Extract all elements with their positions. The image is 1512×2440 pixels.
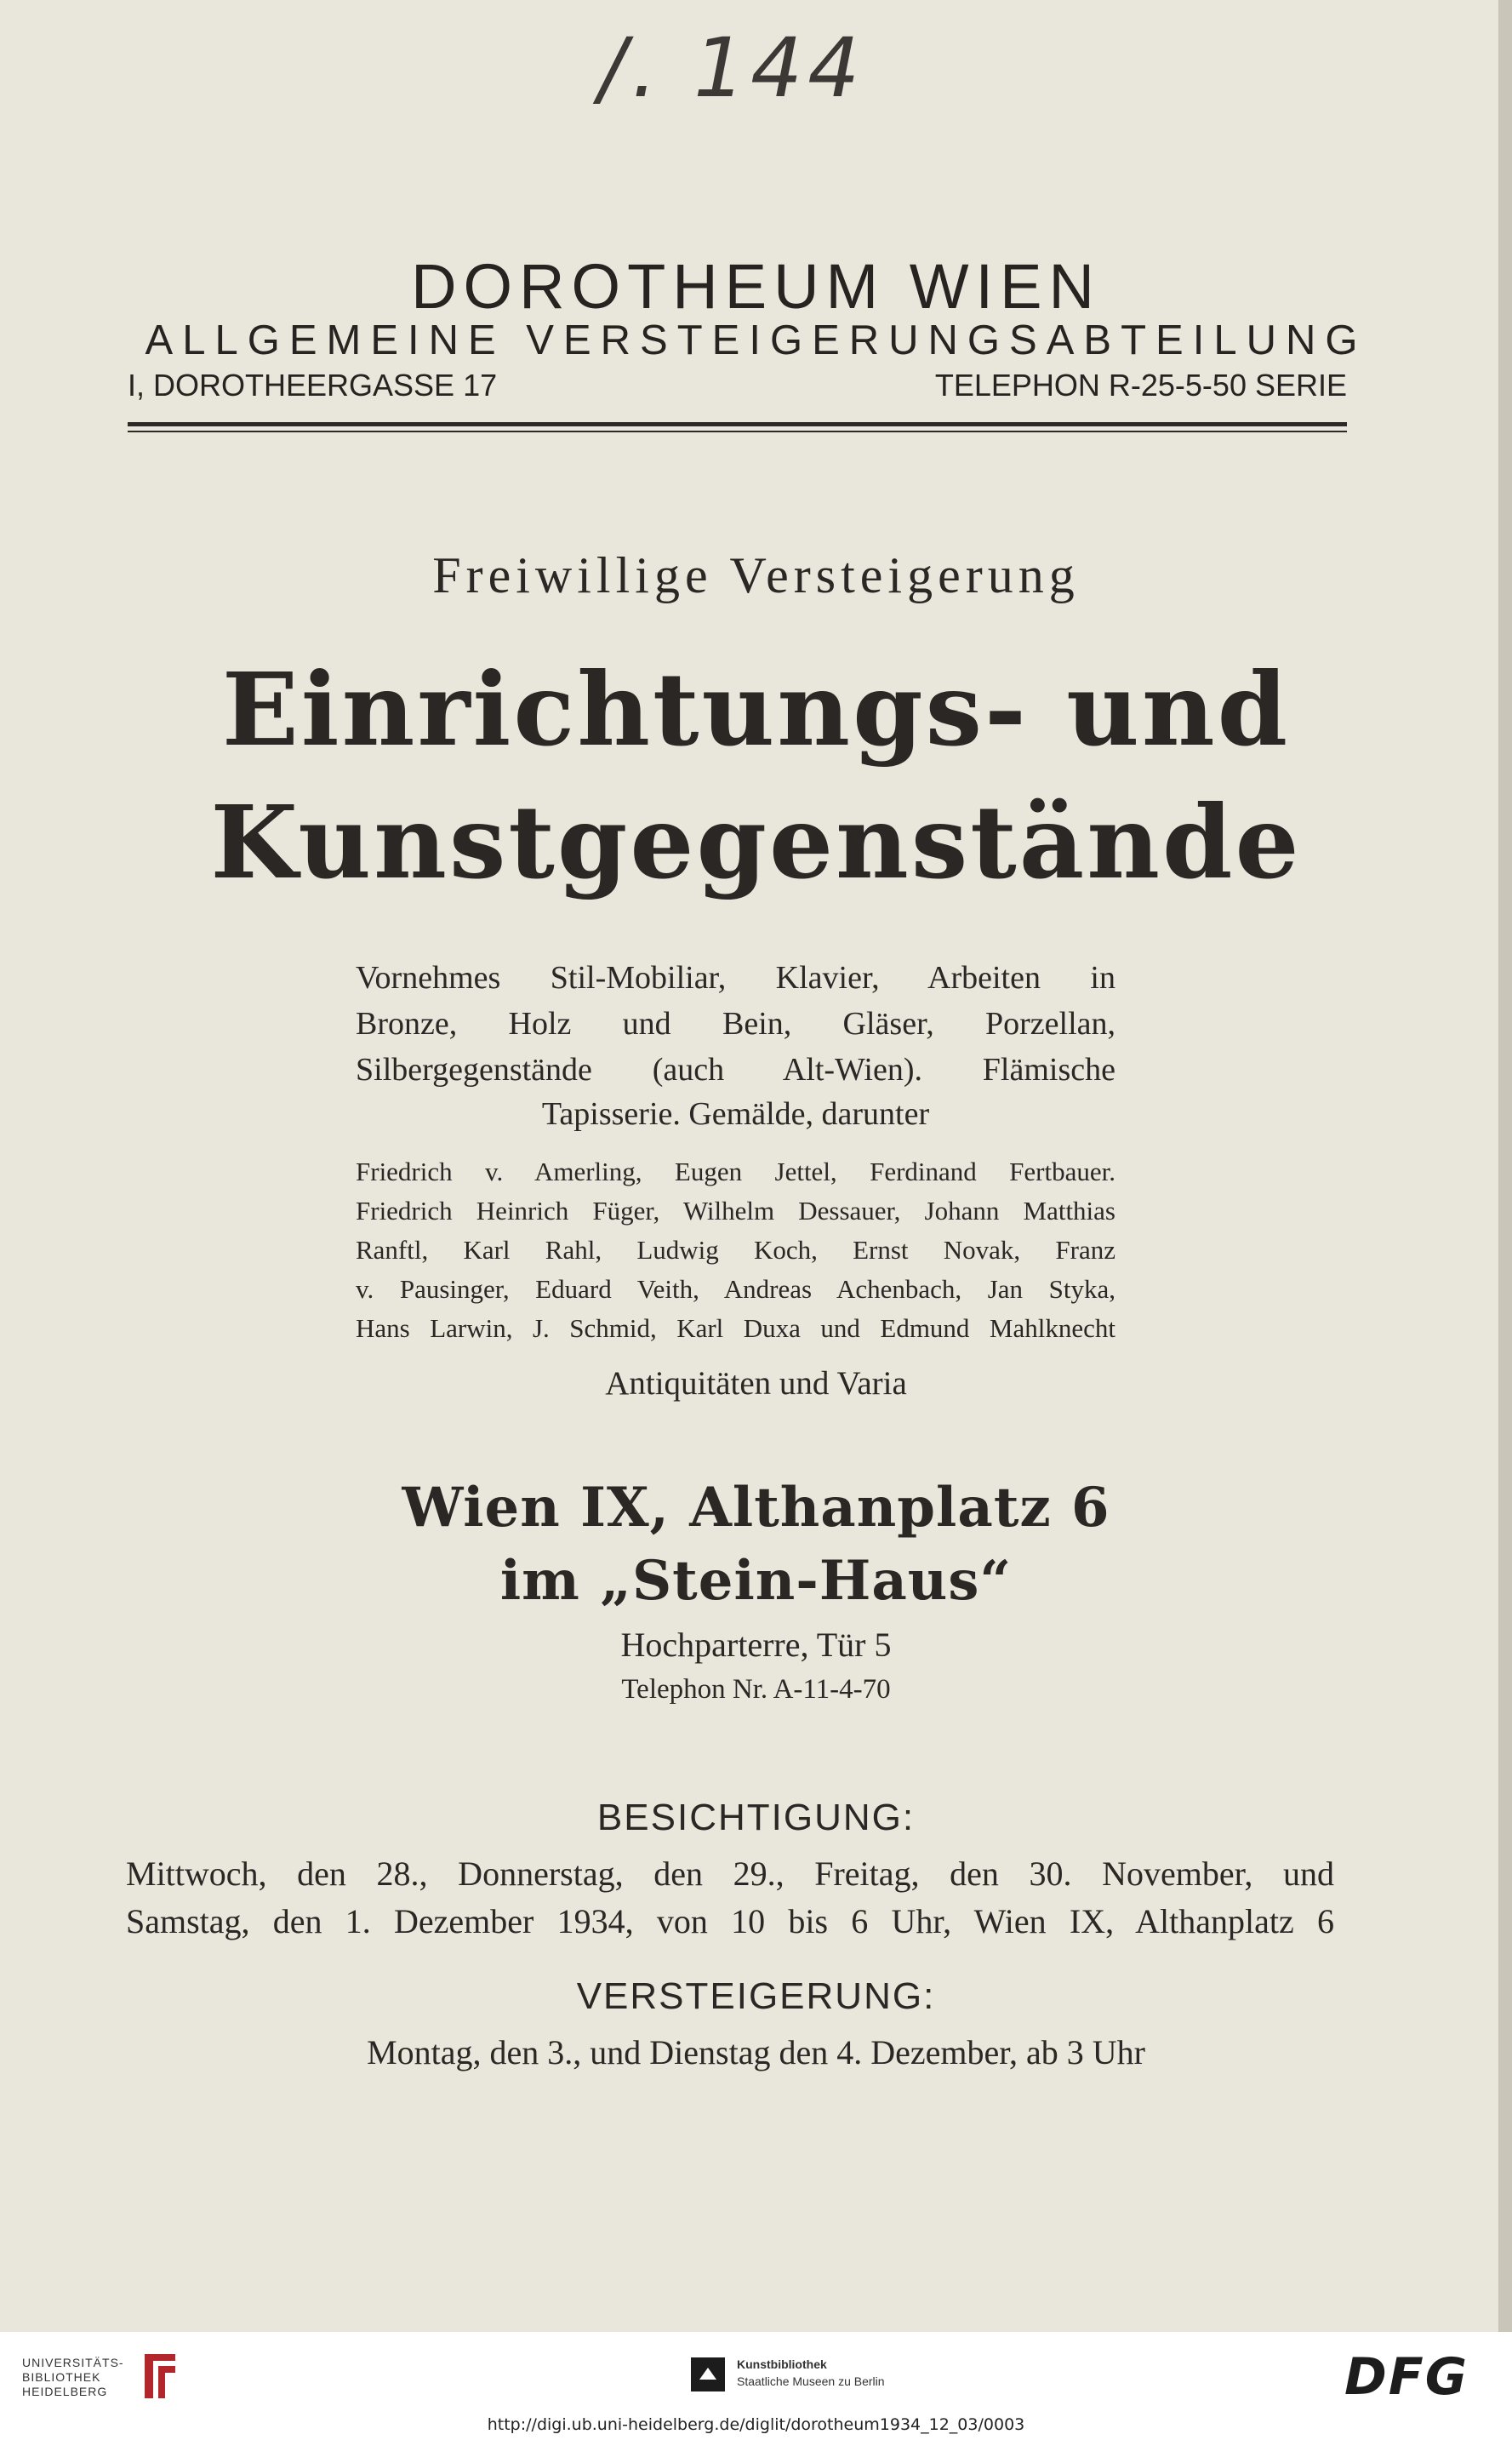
header-rule-thin [128,431,1347,432]
source-url[interactable]: http://digi.ub.uni-heidelberg.de/diglit/dorotheum1934_12_03/0003 [487,2415,1025,2434]
viewing-dates-line1: Mittwoch, den 28., Donnerstag, den 29., Freitag, den 30. November, und [126,1854,1334,1893]
digitization-footer [0,2332,1512,2440]
header-title: DOROTHEUM WIEN [411,251,1101,322]
sale-dates: Montag, den 3., und Dienstag den 4. Dezember, ab 3 Uhr [367,2033,1145,2071]
kb-label-line: Kunstbibliothek [737,2357,827,2371]
artists-line: Hans Larwin, J. Schmid, Karl Duxa und Edmund Mahlknecht [356,1313,1115,1343]
auction-type: Freiwillige Versteigerung [432,547,1080,603]
header-address: I, DOROTHEERGASSE 17 [128,368,498,403]
location-line1: Wien IX, Althanplatz 6 [402,1476,1110,1540]
ub-heidelberg-logo-icon [136,2349,184,2403]
dfg-logo: DFG [1344,2347,1469,2407]
artists-line: v. Pausinger, Eduard Veith, Andreas Achenbach, Jan Styka, [356,1274,1115,1304]
header-telephone: TELEPHON R-25-5-50 SERIE [934,368,1347,403]
header-rule-thick [128,422,1347,426]
kb-label-line: Staatliche Museen zu Berlin [737,2374,885,2388]
antiquities-note: Antiquitäten und Varia [605,1365,907,1402]
ub-heidelberg-label [22,2356,124,2399]
header-subtitle: ALLGEMEINE VERSTEIGERUNGSABTEILUNG [145,317,1367,363]
sale-heading: VERSTEIGERUNG: [576,1975,936,2017]
ub-label-line: UNIVERSITÄTS- [22,2356,124,2369]
artists-line: Friedrich v. Amerling, Eugen Jettel, Ferdinand Fertbauer. [356,1157,1115,1186]
location-floor: Hochparterre, Tür 5 [620,1626,892,1664]
description-line: Vornehmes Stil-Mobiliar, Klavier, Arbeiten in [356,960,1115,996]
ub-label-line: HEIDELBERG [22,2385,108,2398]
artists-line: Friedrich Heinrich Füger, Wilhelm Dessauer, Johann Matthias [356,1196,1115,1226]
viewing-dates-line2: Samstag, den 1. Dezember 1934, von 10 bis 6 Uhr, Wien IX, Althanplatz 6 [126,1902,1334,1940]
auction-title-line1: Einrichtungs- und [221,650,1291,769]
kunstbibliothek-logo-icon [688,2354,728,2395]
description-line: Tapisserie. Gemälde, darunter [541,1096,930,1132]
ub-label-line: BIBLIOTHEK [22,2370,101,2384]
description-line: Bronze, Holz und Bein, Gläser, Porzellan, [356,1006,1115,1042]
location-line2: im „Stein-Haus“ [499,1549,1013,1613]
viewing-heading: BESICHTIGUNG: [596,1797,916,1838]
location-phone: Telephon Nr. A-11-4-70 [621,1674,891,1705]
kunstbibliothek-label [737,2356,885,2390]
handwritten-shelfmark: /. 144 [598,20,865,116]
auction-title-line2: Kunstgegenstände [210,783,1302,901]
description-line: Silbergegenstände (auch Alt-Wien). Flämische [356,1052,1115,1088]
artists-line: Ranftl, Karl Rahl, Ludwig Koch, Ernst Novak, Franz [356,1235,1115,1265]
header-address-row [128,364,1347,407]
